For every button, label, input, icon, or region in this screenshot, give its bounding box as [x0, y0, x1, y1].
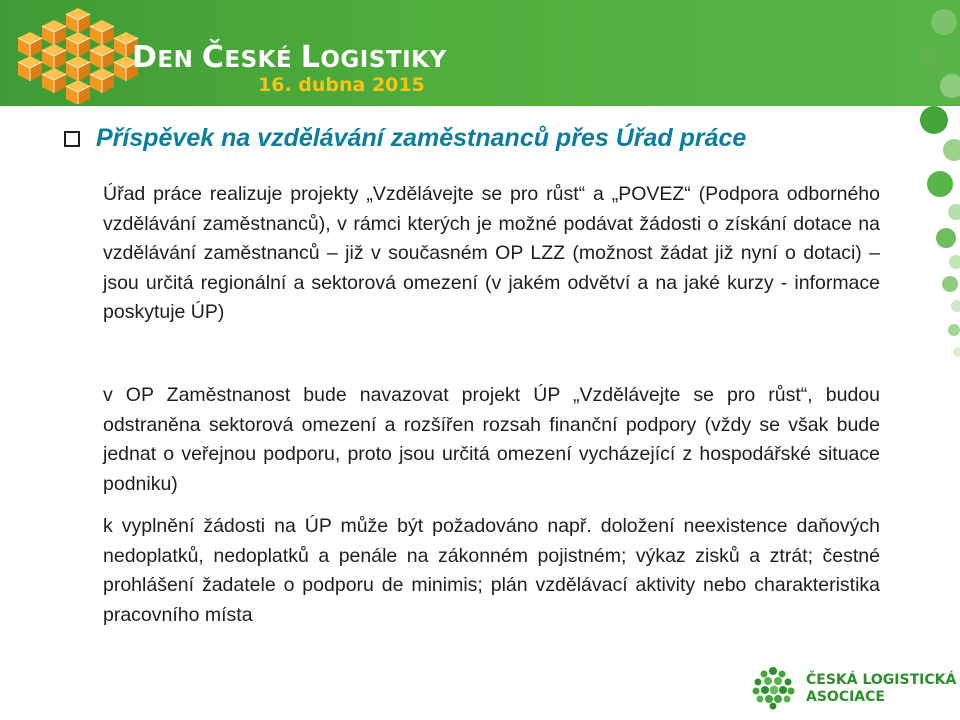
- cubes-logo-icon: [18, 4, 138, 104]
- event-date: 16. dubna 2015: [258, 74, 425, 96]
- header-band: [0, 0, 960, 106]
- footer-org-line1: ČESKÁ LOGISTICKÁ: [806, 672, 957, 688]
- event-brand-title: DEN ČESKÉ LOGISTIKY: [132, 40, 447, 75]
- paragraph-up-projects: Úřad práce realizuje projekty „Vzdělávejte se pro růst“ a „POVEZ“ (Podpora odborného vzdělávání zaměstnanců), v rámci kterých je možné podávat žádosti o získání dotace na vzdělávání zaměstnanců – již v současném OP LZZ (možnost žádat již nyní o dotaci) – jsou určitá regionální a sektorová omezení (v jakém odvětví a na jaké kurzy - informace poskytuje ÚP): [103, 183, 880, 323]
- paragraph-op-zamestnanost: v OP Zaměstnanost bude navazovat projekt ÚP „Vzdělávejte se pro růst“, budou odstraněna sektorová omezení a rozšířen rozsah finanční podpory (vždy se však bude jednat o veřejnou podporu, proto jsou určitá omezení vycházející z hospodářské situace podniku): [103, 384, 880, 495]
- footer-organization-name: [806, 672, 956, 706]
- paragraph-required-documents: k vyplnění žádosti na ÚP může být požadováno např. doložení neexistence daňových nedoplatků, nedoplatků a penále na zákonném pojistném; výkaz zisků a ztrát; čestné prohlášení žadatele o podporu de minimis; plán vzdělávací aktivity nebo charakteristika pracovního místa: [103, 515, 880, 626]
- edge-decoration: [900, 0, 960, 380]
- footer-org-line2: ASOCIACE: [806, 689, 885, 705]
- globe-logo-icon: [748, 662, 798, 712]
- slide-title-row: [64, 124, 746, 153]
- checkbox-bullet-icon: [64, 131, 80, 147]
- slide-title: Příspěvek na vzdělávání zaměstnanců přes Úřad práce: [96, 124, 747, 152]
